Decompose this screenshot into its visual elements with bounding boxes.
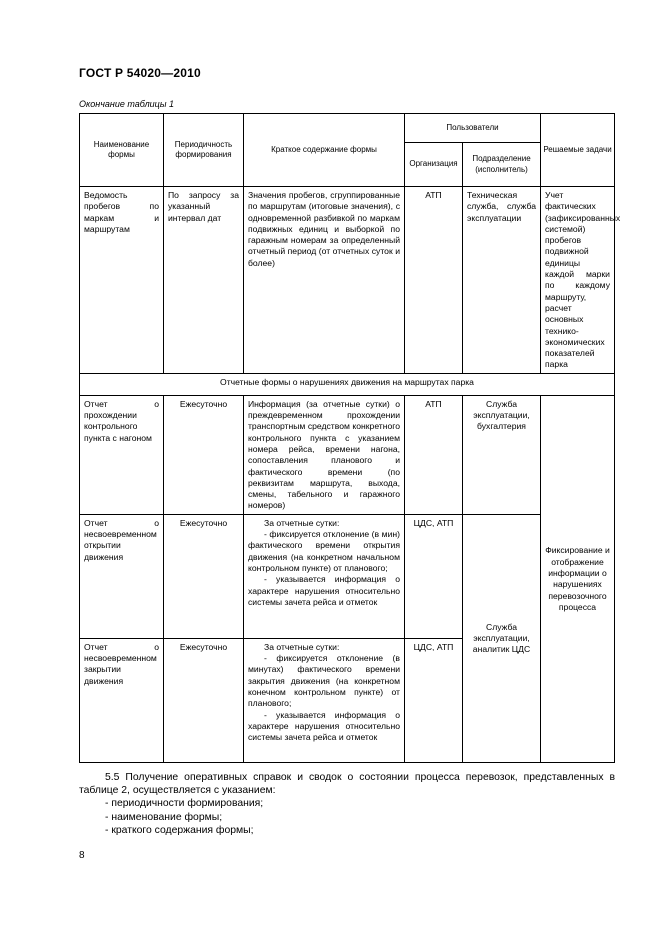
table-row <box>80 514 615 638</box>
row2-dept: Служба эксплуатации, бухгалтерия <box>463 395 541 514</box>
list-item: - периодичности формирования; <box>105 798 264 810</box>
list-item: - наименование формы; <box>105 811 223 823</box>
row3-content <box>244 514 405 638</box>
header-periodicity: Периодичность формирования <box>164 114 244 187</box>
header-tasks: Решаемые задачи <box>541 114 615 187</box>
table-row <box>80 395 615 514</box>
row1-org: АТП <box>405 187 463 374</box>
row4-content-item1: - фиксируется отклонение (в минутах) фактического времени закрытия движения (на конкретном конечном контрольном пункте) от планового; <box>248 653 400 709</box>
row3-period: Ежесуточно <box>164 514 244 638</box>
table-row <box>80 187 615 374</box>
tasks-violations: Фиксирование и отображение информации о нарушениях перевозочного процесса <box>541 395 615 762</box>
row3-content-intro: За отчетные сутки: <box>264 517 340 528</box>
row4-content-intro: За отчетные сутки: <box>264 641 340 652</box>
row3-org: ЦДС, АТП <box>405 514 463 638</box>
row4-content <box>244 638 405 762</box>
row2-period: Ежесуточно <box>164 395 244 514</box>
page-number: 8 <box>79 850 85 861</box>
row2-content: Информация (за отчетные сутки) о преждевременном прохождении транспортным средством конкретного контрольного пункта с указанием номера рейса, времени нагона, сопоставления планового и фактического времени (по реквизитам маршрута, выхода, смены, табельного и гаражного номеров) <box>244 395 405 514</box>
row4-content-item2: - указывается информация о характере нарушения относительно системы зачета рейса и отметок <box>248 709 400 743</box>
row4-name: Отчет о несвоевременном закрытии движения <box>80 638 164 762</box>
row4-org: ЦДС, АТП <box>405 638 463 762</box>
header-department: Подразделение (исполнитель) <box>463 143 541 187</box>
body-section <box>79 771 615 837</box>
row1-period: По запросу за указанный интервал дат <box>164 187 244 374</box>
body-paragraph: 5.5 Получение оперативных справок и сводок о состоянии процесса перевозок, представленных в таблице 2, осуществляется с указанием: <box>79 772 615 797</box>
dept-ops-analyst: Служба эксплуатации, аналитик ЦДС <box>463 514 541 762</box>
row1-name: Ведомость пробегов по маркам и маршрутам <box>80 187 164 374</box>
report-forms-table <box>79 113 621 763</box>
section-title: Отчетные формы о нарушениях движения на маршрутах парка <box>80 373 615 395</box>
document-header: ГОСТ Р 54020—2010 <box>79 66 201 80</box>
header-organization: Организация <box>405 143 463 187</box>
row1-tasks: Учет фактических (зафиксированных системой) пробегов подвижной единицы каждой марки по каждому маршруту, расчет основных технико-экономических показателей парка <box>541 187 615 374</box>
row1-content: Значения пробегов, сгруппированные по маршрутам (итоговые значения), с одновременной разбивкой по маркам подвижных единиц и выборкой по гаражным номерам за определенный отчетный период (от отчетных суток и более) <box>244 187 405 374</box>
header-content: Краткое содержание формы <box>244 114 405 187</box>
row2-org: АТП <box>405 395 463 514</box>
row4-period: Ежесуточно <box>164 638 244 762</box>
row3-name: Отчет о несвоевременном открытии движения <box>80 514 164 638</box>
table-caption: Окончание таблицы 1 <box>79 99 174 109</box>
list-item: - краткого содержания формы; <box>105 824 254 836</box>
row3-content-item1: - фиксируется отклонение (в мин) фактического времени открытия движения (на конкретном начальном контрольном пункте) от планового; <box>248 529 400 573</box>
header-users: Пользователи <box>405 114 541 143</box>
row2-name: Отчет о прохождении контрольного пункта с нагоном <box>80 395 164 514</box>
row1-dept: Техническая служба, служба эксплуатации <box>463 187 541 374</box>
header-form-name: Наименование формы <box>80 114 164 187</box>
row3-content-item2: - указывается информация о характере нарушения относительно системы зачета рейса и отметок <box>248 574 400 607</box>
